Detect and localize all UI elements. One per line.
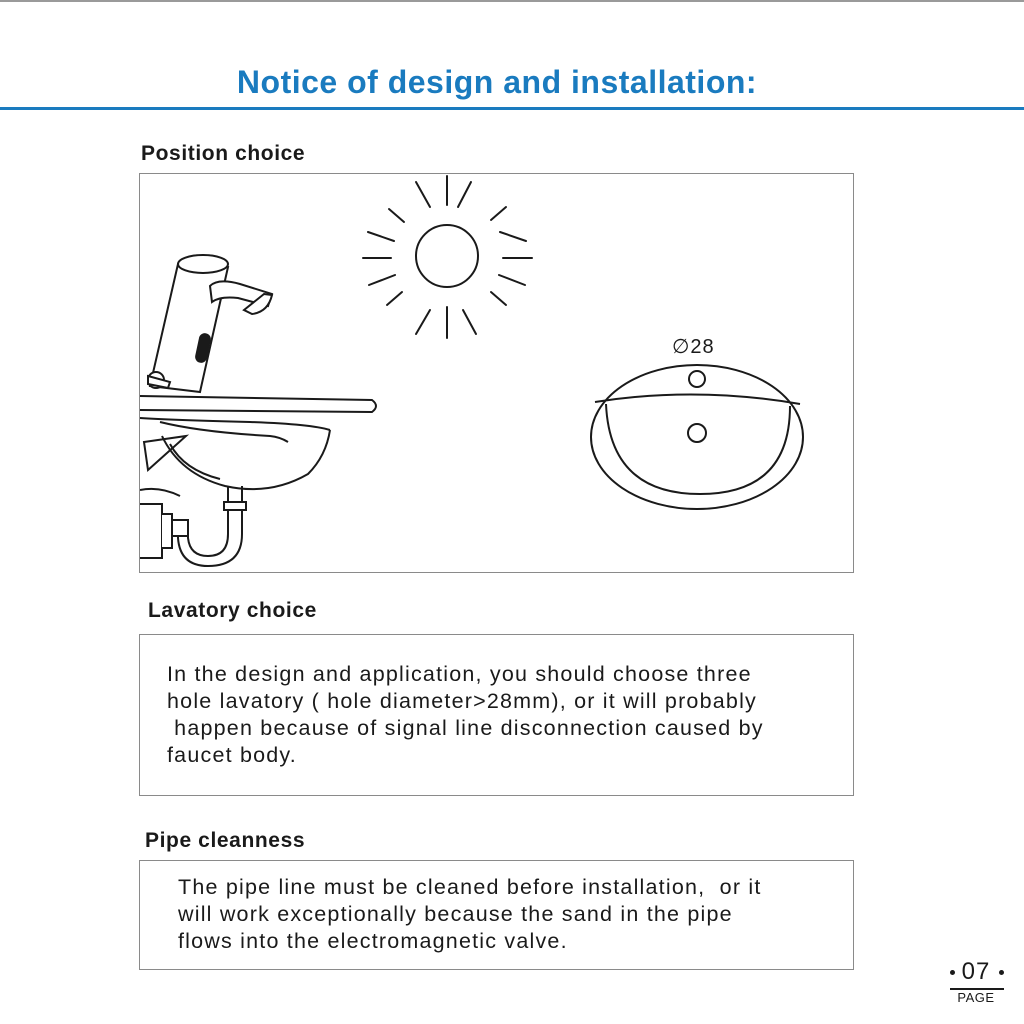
position-choice-illustration-box (139, 173, 854, 573)
faucet-icon (148, 255, 272, 392)
title-underline (0, 107, 1024, 110)
basin-side-view-icon (140, 396, 376, 566)
position-illustration (140, 174, 855, 574)
pipe-text-line-3: flows into the electromagnetic valve. (178, 929, 568, 953)
page-number: 07 (961, 958, 991, 985)
lavatory-text-line-4: faucet body. (167, 743, 297, 767)
pipe-cleanness-box (139, 860, 854, 970)
pipe-cleanness-heading: Pipe cleanness (145, 829, 306, 852)
position-choice-heading: Position choice (141, 142, 306, 165)
page-label: PAGE (957, 990, 995, 1005)
lavatory-text-line-2: hole lavatory ( hole diameter>28mm), or it will probably (167, 689, 757, 713)
sun-icon (363, 176, 532, 338)
lavatory-text-line-3: happen because of signal line disconnection caused by (167, 716, 764, 740)
page-dot-right (999, 970, 1004, 975)
top-divider (0, 0, 1024, 2)
pipe-text-line-1: The pipe line must be cleaned before installation, or it (178, 875, 762, 899)
lavatory-choice-heading: Lavatory choice (148, 599, 317, 622)
basin-top-view-icon (591, 352, 803, 509)
hole-diameter-label: ∅28 (672, 336, 715, 358)
lavatory-choice-box (139, 634, 854, 796)
lavatory-text-line-1: In the design and application, you should choose three (167, 662, 752, 686)
page-title: Notice of design and installation: (236, 64, 758, 100)
pipe-text-line-2: will work exceptionally because the sand in the pipe (178, 902, 733, 926)
